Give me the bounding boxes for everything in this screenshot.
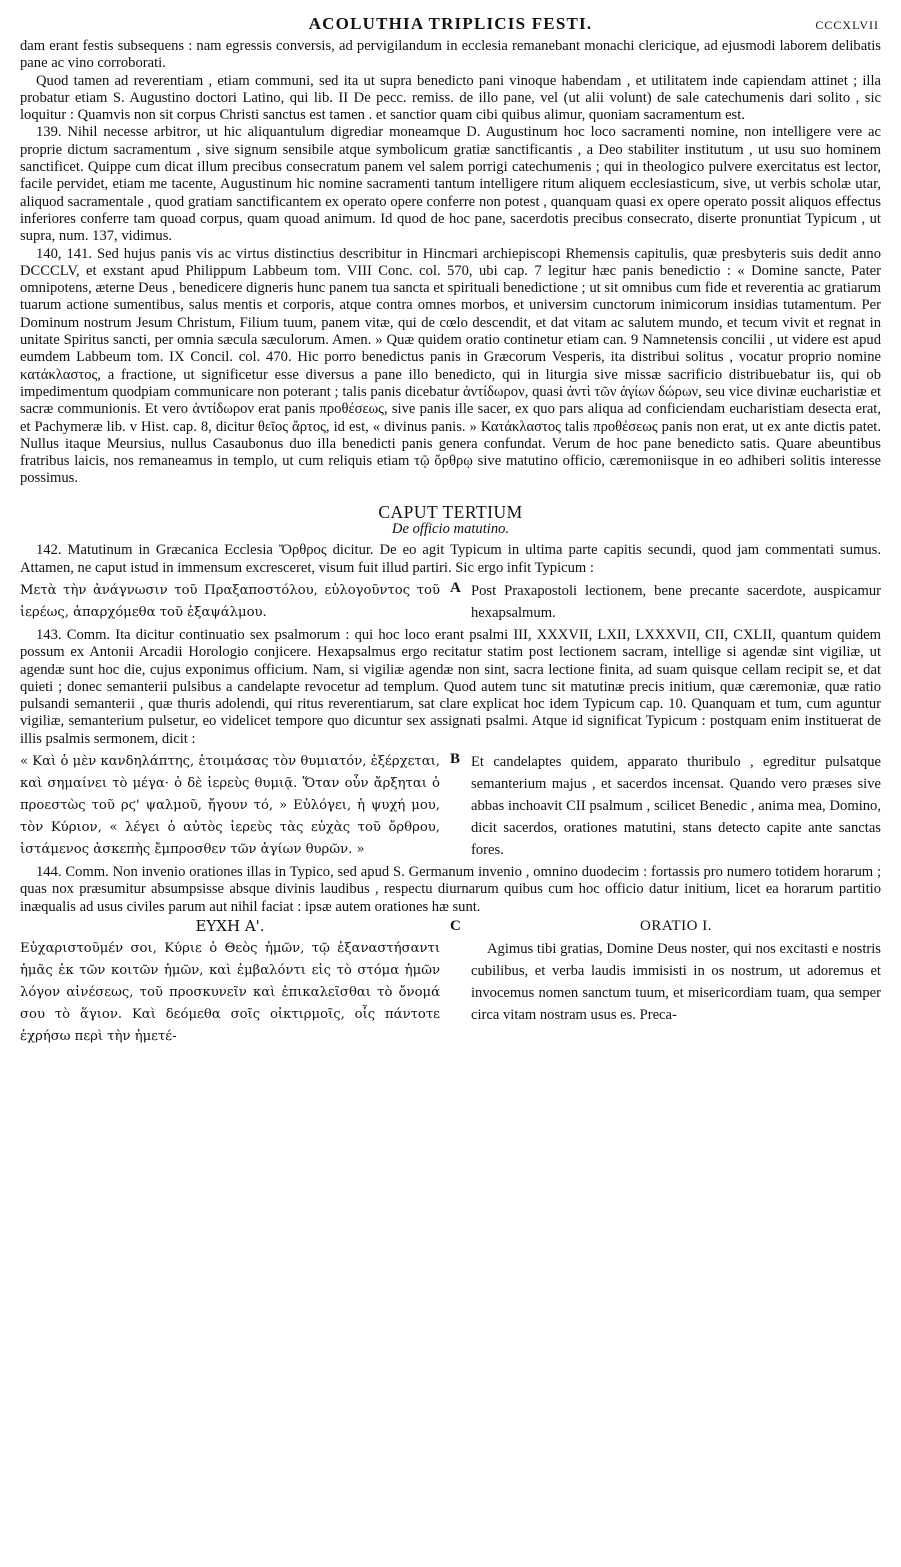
latin-column: Post Praxapostoli lectionem, bene precante sacerdote, auspicamur hexapsalmum. [471, 582, 881, 621]
paragraph-143: 143. Comm. Ita dicitur continuatio sex psalmorum : qui hoc loco erant psalmi III, XXXVII, LXII, LXXXVII, CII, CXLII, quantum quidem possum ex Antonii Arcadii Horologio conjicere. Hexapsalmus ergo recitatur statim post lectionem sacram, intellige si agendæ sint vigiliæ, ut agendæ sunt hoc die, cujus exponimus officium. Nam, si vigiliæ agendæ non sint, sacra lectione finita, ad suam quisque cellam recipit se, et dat quieti ; donec semanterii pulsibus a candelapte revocetur ad templum. Quod autem tunc sit matutinæ precis initium, quæ cæremoniæ, quæ ratio pulsandi semanterii , quæ thuris adolendi, qui ritus reverentiarum, sat clare explicat hoc idem Typicum cap. 10. Quanquam et tum, cum aguntur vigiliæ, semanterium pulsetur, eo videlicet tempore quo dicuntur sex assignati psalmi. Atque id significat Typicum : postquam enim instituerat de illis psalmis sermonem, dicit : [20, 626, 881, 747]
paragraph-140-141: 140, 141. Sed hujus panis vis ac virtus distinctius describitur in Hincmari archiepiscopi Rhemensis capitulis, quæ presbyteris suis dedit anno DCCCLV, et exstant apud Philippum Labbeum tom. VIII Conc. col. 570, ubi cap. 7 legitur hæc panis benedictio : « Domine sancte, Pater omnipotens, æterne Deus , benedicere digneris hunc panem tua sancta et spirituali benedictione ; ut sit omnibus cum fide et reverentia ac gratiarum tuarum actione sumentibus, salus mentis et corporis, atque contra omnes morbos, et universim cunctorum inimicorum insidias tutamentum. Per Dominum nostrum Jesum Christum, Filium tuum, panem vitæ, qui de cœlo descendit, et dat vitam ac salutem mundo, et tecum vivit et regnat in unitate Spiritus sancti, per omnia sæcula sæculorum. Amen. » Quæ quidem oratio continetur etiam can. 9 Namnetensis concilii , ut videre est apud eumdem Labbeum tom. IX Concil. col. 470. Hic porro benedictus panis in Græcorum Vesperis, ita distribui solitus , vocatur proprio nomine κατάκλαστος, a fractione, ut significetur esse diversus a pane illo benedicto, qui in liturgia sive missæ sacrificio distribuebatur iis, qui ob impedimentum quodpiam communicare non poterant ; talis panis dicebatur ἀντίδωρον, quasi ἀντὶ τῶν ἁγίων δώρων, seu vice divinæ eucharistiæ et sacræ communionis. Et vero ἀντίδωρον erat panis προθέσεως, sive panis ille sacer, ex quo pars aliqua ad conficiendam eucharistiam desecta erat, et Pachymeræ lib. v Hist. cap. 8, dicitur θεῖος ἄρτος, id est, « divinus panis. » Κατάκλαστος talis προθέσεως panis non erat, ut ex ante dictis patet. Nullus itaque Meursius, nullus Casaubonus duo illa benedicti panis genera confundat. Verum de hoc pane benedicto satis. Quare abeuntibus fratribus laicis, nos remaneamus in templo, ut cum reliquis etiam τῷ ὄρθρῳ sive matutino officio, cæremoniisque in eo adhiberi solitis interesse possimus. [20, 245, 881, 487]
greek-heading: ΕΥΧΗ Α'. [195, 916, 265, 935]
margin-marker: C [450, 917, 461, 934]
running-title: ACOLUTHIA TRIPLICIS FESTI. [308, 14, 593, 33]
margin-marker: B [450, 750, 461, 767]
latin-column: Agimus tibi gratias, Domine Deus noster, qui nos excitasti e nostris cubilibus, et verba laudis immisisti in os nostrum, ut adoremus et invocemus nomen sanctum tuum, et misericordiam tuam, qua semper circa vitam nostram usus es. Preca- [471, 941, 881, 1024]
running-head [0, 12, 901, 38]
page-number: CCCXLVII [815, 18, 879, 32]
greek-column: Μετὰ τὴν ἀνάγνωσιν τοῦ Πραξαποστόλου, εὐλογοῦντος τοῦ ἱερέως, ἀπαρχόμεθα τοῦ ἑξαψάλμου. [20, 582, 440, 620]
greek-column: Εὐχαριστοῦμέν σοι, Κύριε ὁ Θεὸς ἡμῶν, τῷ ἐξαναστήσαντι ἡμᾶς ἐκ τῶν κοιτῶν ἡμῶν, καὶ ἐμβαλόντι εἰς τὸ στόμα ἡμῶν λόγον αἰνέσεως, τοῦ προσκυνεῖν καὶ ἐπικαλεῖσθαι τὸ ὄνομά σου τὸ ἅγιον. Καὶ δεόμεθα σοῖς οἰκτιρμοῖς, οἷς πάντοτε ἐχρήσω περὶ τὴν ἡμετέ- [20, 941, 440, 1045]
paragraph-continuation: dam erant festis subsequens : nam egressis conversis, ad pervigilandum in ecclesia remanebant monachi clericique, ad ejusmodi laborem delibatis pane ac vino corroborati. [20, 38, 881, 72]
latin-column: Et candelaptes quidem, apparato thuribulo , egreditur pulsatque semanterium majus , et sacerdos incensat. Quando vero præses sive abbas inchoavit CII psalmum , scilicet Benedic , anima mea, Domino, dicit sacerdos, orationes matutini, stans detecto capite ante sanctas fores. [471, 753, 881, 858]
text-body [20, 38, 881, 1051]
oration-headings [20, 918, 881, 935]
paragraph-augustine: Quod tamen ad reverentiam , etiam communi, sed ita ut supra benedicto pani vinoque habendam , et utilitatem inde capiendam attinet ; illa probatur etiam S. Augustino doctori Latino, qui lib. II De pecc. remiss. de illo pane, vel (ut alii volunt) de sale catechumenis dari solito , sic loquitur : Quamvis non sit corpus Christi sanctus est tamen . et sanctior quam cibi quibus alimur, quoniam sacramentum est. [20, 72, 881, 124]
oration-block [20, 938, 881, 1048]
margin-marker: A [450, 579, 461, 596]
bilingual-block-b [20, 751, 881, 861]
paragraph-142: 142. Matutinum in Græcanica Ecclesia Ὄρθρος dicitur. De eo agit Typicum in ultima parte capitis secundi, quod jam commentati sumus. Attamen, ne caput istud in immensum excresceret, visum fuit illud partiri. Sic ergo infit Typicum : [20, 542, 881, 576]
chapter-subtitle: De officio matutino. [391, 521, 510, 538]
latin-heading: ORATIO I. [640, 917, 712, 934]
bilingual-block-a [20, 580, 881, 624]
paragraph-144: 144. Comm. Non invenio orationes illas in Typico, sed apud S. Germanum invenio , omnino duodecim : fortassis pro numero totidem horarum ; quas nox præsumitur absumpsisse absque divinis laudibus , respectu diurnarum quibus cum hoc officio datur initium, licet ea horarum partitio inæqualis ad usus civiles parum aut nihil faciat : ipsæ autem orationes hæ sunt. [20, 863, 881, 915]
chapter-title: CAPUT TERTIUM [378, 501, 523, 522]
paragraph-139: 139. Nihil necesse arbitror, ut hic aliquantulum digrediar moneamque D. Augustinum hoc loco sacramenti nomine, non intelligere vere ac proprie dictum sacramentum , sive signum sensibile atque symbolicum gratiæ sanctificantis , a Deo stabiliter institutum , ut usu suo hominem sanctificet. Quippe cum dicat illum precibus consecratum panem vel salem porrigi catechumenis ; qui in theologico pulvere exercitatus est lector, facile pervidet, etiam me tacente, Augustinum hic nomine sacramenti tantum intelligere ritum aliquem ecclesiasticum, sive, ut verbis scholæ utar, aliquod sacramentale , quod gratiam sanctificantem ex operato opere conferre non potest , quanquam quasi ex opere operato possit aliquos effectus inferiores conferre tam quoad corpus, quam quoad animum. Id quod de hoc pane, sacerdotis precibus consecrato, diserte pronuntiat Typicum , ut supra, num. 137, vidimus. [20, 124, 881, 245]
greek-column: « Καὶ ὁ μὲν κανδηλάπτης, ἑτοιμάσας τὸν θυμιατόν, ἐξέρχεται, καὶ σημαίνει τὸ μέγα· ὁ δὲ ἱερεὺς θυμιᾷ. Ὅταν οὖν ἄρξηται ὁ προεστὼς τοῦ ρϛ' ψαλμοῦ, ἤγουν τό, » Εὐλόγει, ἡ ψυχή μου, τὸν Κύριον, « λέγει ὁ αὐτὸς ἱερεὺς τὰς εὐχὰς τοῦ ὄρθρου, ἱστάμενος ἀσκεπὴς ἔμπροσθεν τῶν ἁγίων θυρῶν. » [20, 753, 440, 857]
